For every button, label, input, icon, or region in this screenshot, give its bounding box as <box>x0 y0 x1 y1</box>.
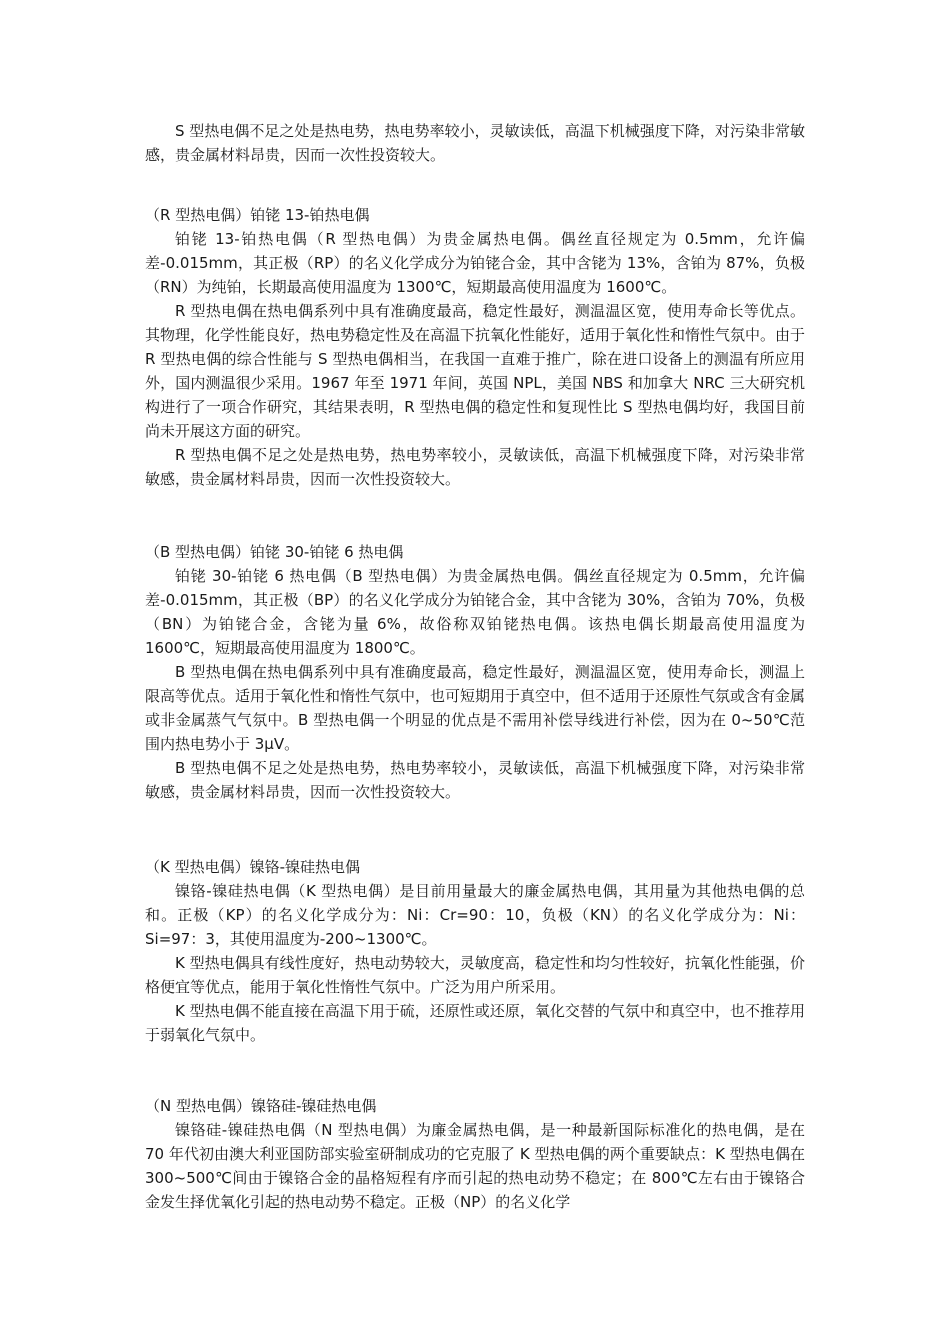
s-type-section <box>145 119 805 167</box>
k-type-intro-paragraph: 镍铬-镍硅热电偶（K 型热电偶）是目前用量最大的廉金属热电偶，其用量为其他热电偶的总和。正极（KP）的名义化学成分为：Ni：Cr=90：10，负极（KN）的名义化学成分为：Ni：Si=97：3，其使用温度为-200~1300℃。 <box>145 882 805 948</box>
n-type-intro-paragraph: 镍铬硅-镍硅热电偶（N 型热电偶）为廉金属热电偶，是一种最新国际标准化的热电偶，是在 70 年代初由澳大利亚国防部实验室研制成功的它克服了 K 型热电偶的两个重要缺点：K 型热电偶在 300~500℃间由于镍铬合金的晶格短程有序而引起的热电动势不稳定；在 800℃左右由于镍铬合金发生择优氧化引起的热电动势不稳定。正极（NP）的名义化学 <box>145 1121 805 1211</box>
b-type-heading: （B 型热电偶）铂铑 30-铂铑 6 热电偶 <box>145 543 404 561</box>
n-type-heading: （N 型热电偶）镍铬硅-镍硅热电偶 <box>145 1097 377 1115</box>
k-type-section <box>145 855 805 1047</box>
b-type-advantages-paragraph: B 型热电偶在热电偶系列中具有准确度最高，稳定性最好，测温温区宽，使用寿命长，测温上限高等优点。适用于氧化性和惰性气氛中，也可短期用于真空中，但不适用于还原性气氛或含有金属或非金属蒸气气氛中。B 型热电偶一个明显的优点是不需用补偿导线进行补偿，因为在 0~50℃范围内热电势小于 3μV。 <box>145 663 806 753</box>
r-type-intro-paragraph: 铂铑 13-铂热电偶（R 型热电偶）为贵金属热电偶。偶丝直径规定为 0.5mm，允许偏差-0.015mm，其正极（RP）的名义化学成分为铂铑合金，其中含铑为 13%，含铂为 87%，负极（RN）为纯铂，长期最高使用温度为 1300℃，短期最高使用温度为 1600℃。 <box>145 230 805 296</box>
s-type-drawback-paragraph: S 型热电偶不足之处是热电势，热电势率较小，灵敏读低，高温下机械强度下降，对污染非常敏感，贵金属材料昂贵，因而一次性投资较大。 <box>145 122 805 164</box>
b-type-section <box>145 540 805 804</box>
r-type-heading: （R 型热电偶）铂铑 13-铂热电偶 <box>145 206 370 224</box>
r-type-advantages-paragraph: R 型热电偶在热电偶系列中具有准确度最高，稳定性最好，测温温区宽，使用寿命长等优点。其物理，化学性能良好，热电势稳定性及在高温下抗氧化性能好，适用于氧化性和惰性气氛中。由于 R 型热电偶的综合性能与 S 型热电偶相当，在我国一直难于推广，除在进口设备上的测温有所应用外，国内测温很少采用。1967 年至 1971 年间，英国 NPL，美国 NBS 和加拿大 NRC 三大研究机构进行了一项合作研究，其结果表明，R 型热电偶的稳定性和复现性比 S 型热电偶均好，我国目前尚未开展这方面的研究。 <box>145 302 806 440</box>
b-type-drawback-paragraph: B 型热电偶不足之处是热电势，热电势率较小，灵敏读低，高温下机械强度下降，对污染非常敏感，贵金属材料昂贵，因而一次性投资较大。 <box>145 759 805 801</box>
k-type-advantages-paragraph: K 型热电偶具有线性度好，热电动势较大，灵敏度高，稳定性和均匀性较好，抗氧化性能强，价格便宜等优点，能用于氧化性惰性气氛中。广泛为用户所采用。 <box>145 954 805 996</box>
n-type-section <box>145 1094 805 1214</box>
k-type-limitations-paragraph: K 型热电偶不能直接在高温下用于硫，还原性或还原，氧化交替的气氛中和真空中，也不推荐用于弱氧化气氛中。 <box>145 1002 805 1044</box>
b-type-intro-paragraph: 铂铑 30-铂铑 6 热电偶（B 型热电偶）为贵金属热电偶。偶丝直径规定为 0.5mm，允许偏差-0.015mm，其正极（BP）的名义化学成分为铂铑合金，其中含铑为 30%，含铂为 70%，负极（BN）为铂铑合金，含铑为量 6%，故俗称双铂铑热电偶。该热电偶长期最高使用温度为 1600℃，短期最高使用温度为 1800℃。 <box>145 567 805 657</box>
k-type-heading: （K 型热电偶）镍铬-镍硅热电偶 <box>145 858 361 876</box>
r-type-drawback-paragraph: R 型热电偶不足之处是热电势，热电势率较小，灵敏读低，高温下机械强度下降，对污染非常敏感，贵金属材料昂贵，因而一次性投资较大。 <box>145 446 805 488</box>
r-type-section <box>145 203 805 491</box>
